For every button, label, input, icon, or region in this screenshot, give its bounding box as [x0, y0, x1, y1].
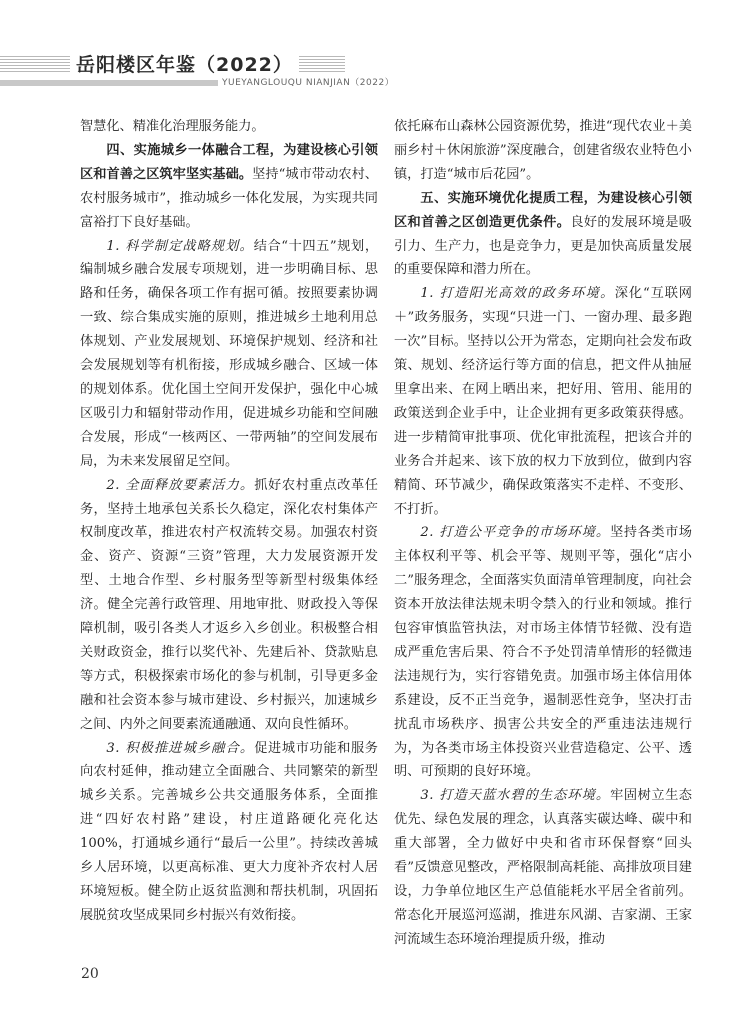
section-paragraph: [80, 139, 378, 235]
subsection-paragraph: [394, 282, 692, 521]
paragraph-text: 促进城市功能和服务向农村延伸，推动建立全面融合、共同繁荣的新型城乡关系。完善城乡公共交通服务体系，全面推进“四好农村路”建设，村庄道路硬化亮化达 100%，打通城乡通行“最后一公里”。持续改善城乡人居环境，以更高标准、更大力度补齐农村人居环境短板。健全防止返贫监测和帮扶机制，巩固拓展脱贫攻坚成果同乡村振兴有效衔接。: [80, 740, 378, 923]
subsection-heading: 1. 打造阳光高效的政务环境。: [420, 286, 615, 302]
subsection-heading: 2. 打造公平竞争的市场环境。: [420, 525, 611, 541]
subsection-paragraph: [394, 784, 692, 951]
subsection-heading: 1. 科学制定战略规划。: [106, 238, 254, 254]
page-number: 20: [81, 966, 99, 982]
paragraph-text: 牢固树立生态优先、绿色发展的理念，认真落实碳达峰、碳中和重大部署，全力做好中央和省市环保督察“回头看”反馈意见整改，严格限制高耗能、高排放项目建设，力争单位地区生产总值能耗水平居全省前列。常态化开展巡河巡湖，推进东风湖、吉家湖、王家河流域生态环境治理提质升级，推动: [394, 788, 692, 947]
subsection-heading: 3. 积极推进城乡融合。: [106, 740, 255, 756]
paragraph-text: 依托麻布山森林公园资源优势，推进“现代农业＋美丽乡村＋休闲旅游”深度融合，创建省级农业特色小镇，打造“城市后花园”。: [394, 119, 692, 182]
subsection-paragraph: [80, 474, 378, 737]
left-column: [80, 115, 378, 928]
paragraph-text: 坚持各类市场主体权利平等、机会平等、规则平等，强化“店小二”服务理念，全面落实负面清单管理制度，向社会资本开放法律法规未明令禁入的行业和领域。推行包容审慎监管执法，对市场主体情节轻微、没有造成严重危害后果、符合不予处罚清单情形的轻微违法违规行为，实行容错免责。加强市场主体信用体系建设，反不正当竞争，遏制恶性竞争，坚决打击扰乱市场秩序、损害公共安全的严重违法违规行为，为各类市场主体投资兴业营造稳定、公平、透明、可预期的良好环境。: [394, 525, 692, 780]
yearbook-subtitle: YUEYANGLOUQU NIANJIAN（2022）: [222, 78, 395, 88]
subsection-paragraph: [80, 235, 378, 474]
subsection-paragraph: [394, 521, 692, 784]
subsection-heading: 3. 打造天蓝水碧的生态环境。: [420, 788, 611, 804]
paragraph: [80, 115, 378, 139]
section-paragraph: [394, 187, 692, 283]
yearbook-title: 岳阳楼区年鉴（2022）: [70, 52, 299, 78]
section-heading: 五、实施环境优化提质工程，为建设核心引领区和首善之区创造更优条件。: [394, 190, 692, 230]
paragraph-text: 智慧化、精准化治理服务能力。: [80, 119, 265, 134]
subsection-heading: 2. 全面释放要素活力。: [106, 477, 255, 493]
paragraph-text: 良好的发展环境是吸引力、生产力，也是竞争力，更是加快高质量发展的重要保障和潜力所在。: [394, 214, 692, 278]
header-rule-decoration: [0, 80, 218, 86]
paragraph-text: 深化“互联网＋”政务服务，实现“只进一门、一窗办理、最多跑一次”目标。坚持以公开为常态，定期向社会发布政策、规划、经济运行等方面的信息，把文件从抽屉里拿出来、在网上晒出来，把好用、管用、能用的政策送到企业手中，让企业拥有更多政策获得感。进一步精简审批事项、优化审批流程，把该合并的业务合并起来、该下放的权力下放到位，做到内容精简、环节减少，确保政策落实不走样、不变形、不打折。: [394, 286, 692, 517]
subsection-paragraph: [80, 737, 378, 928]
paragraph: [394, 115, 692, 187]
paragraph-text: 抓好农村重点改革任务，坚持土地承包关系长久稳定，深化农村集体产权制度改革，推进农村产权流转交易。加强农村资金、资产、资源“三资”管理，大力发展资源开发型、土地合作型、乡村服务型等新型村级集体经济。健全完善行政管理、用地审批、财政投入等保障机制，吸引各类人才返乡入乡创业。积极整合相关财政资金，推行以奖代补、先建后补、贷款贴息等方式，积极探索市场化的参与机制，引导更多金融和社会资本参与城市建设、乡村振兴，加速城乡之间、内外之间要素流通融通、双向良性循环。: [80, 477, 378, 732]
paragraph-text: 坚持“城市带动农村、农村服务城市”，推动城乡一体化发展，为实现共同富裕打下良好基础。: [80, 166, 378, 230]
paragraph-text: 结合“十四五”规划，编制城乡融合发展专项规划，进一步明确目标、思路和任务，确保各项工作有据可循。按照要素协调一致、综合集成实施的原则，推进城乡土地利用总体规划、产业发展规划、环境保护规划、经济和社会发展规划等有机衔接，形成城乡融合、区域一体的规划体系。优化国土空间开发保护，强化中心城区吸引力和辐射带动作用，促进城乡功能和空间融合发展，形成“一核两区、一带两轴”的空间发展布局，为未来发展留足空间。: [80, 238, 379, 469]
right-column: [394, 115, 692, 952]
section-heading: 四、实施城乡一体融合工程，为建设核心引领区和首善之区筑牢坚实基础。: [80, 142, 378, 182]
